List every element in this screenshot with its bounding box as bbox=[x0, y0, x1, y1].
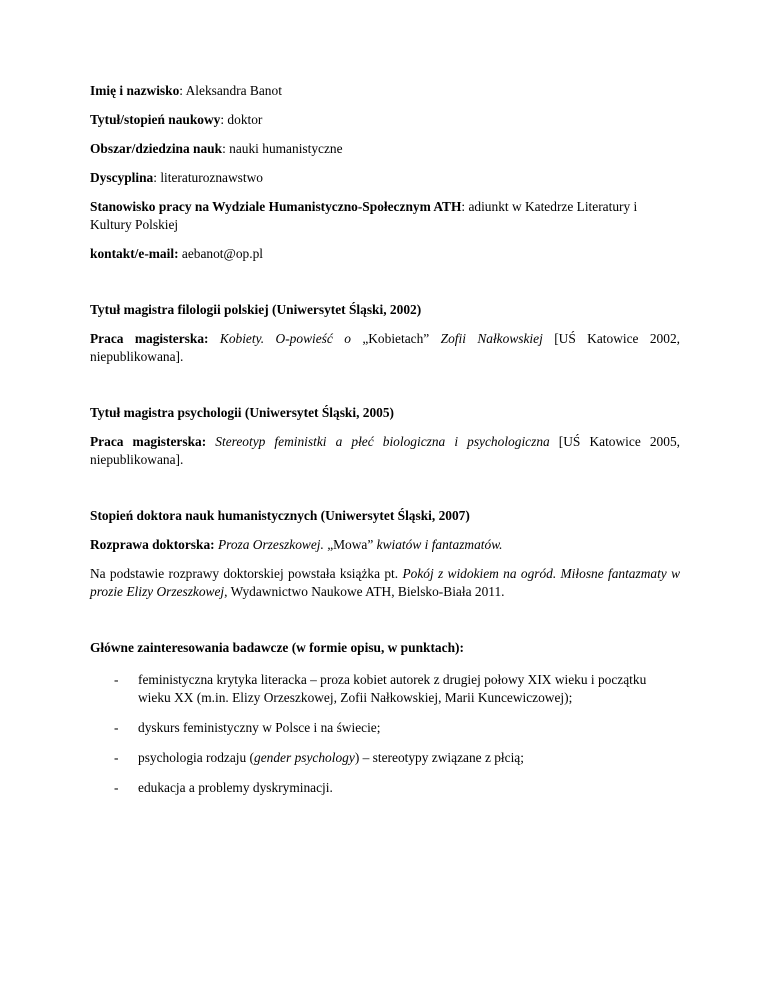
thesis-philology-label: Praca magisterska: bbox=[90, 331, 209, 346]
book-intro: Na podstawie rozprawy doktorskiej powstała książka pt. bbox=[90, 566, 403, 581]
position-value: : adiunkt w Katedrze Literatury i Kultury Polskiej bbox=[90, 199, 638, 232]
bullet-dash: - bbox=[114, 780, 119, 795]
interests-heading-text: Główne zainteresowania badawcze (w formie opisu, w punktach): bbox=[90, 640, 464, 655]
interests-heading bbox=[90, 639, 680, 657]
thesis-psychology-label: Praca magisterska: bbox=[90, 434, 207, 449]
interest-text-part1: psychologia rodzaju ( bbox=[138, 750, 255, 765]
contact-label: kontakt/e-mail: bbox=[90, 246, 179, 261]
thesis-philology bbox=[90, 330, 680, 366]
position-label: Stanowisko pracy na Wydziale Humanistyczno-Społecznym ATH bbox=[90, 199, 462, 214]
academic-title-value: : doktor bbox=[220, 112, 263, 127]
name-value: : Aleksandra Banot bbox=[179, 83, 282, 98]
book-publisher: , Wydawnictwo Naukowe ATH, Bielsko-Biała 2011. bbox=[224, 584, 505, 599]
degree-heading-psychology bbox=[90, 404, 680, 422]
science-area-label: Obszar/dziedzina nauk bbox=[90, 141, 223, 156]
degree-heading-philology-text: Tytuł magistra filologii polskiej (Uniwersytet Śląski, 2002) bbox=[90, 302, 422, 317]
thesis-psychology bbox=[90, 433, 680, 469]
list-item bbox=[90, 779, 680, 797]
thesis-doctorate bbox=[90, 536, 680, 554]
interest-text: dyskurs feministyczny w Polsce i na świecie; bbox=[138, 720, 381, 735]
list-item bbox=[90, 671, 680, 707]
contact-email: aebanot@op.pl bbox=[178, 246, 264, 261]
thesis-doctorate-label: Rozprawa doktorska: bbox=[90, 537, 215, 552]
discipline-value: : literaturoznawstwo bbox=[153, 170, 263, 185]
bullet-dash: - bbox=[114, 720, 119, 735]
discipline-line bbox=[90, 169, 680, 187]
bullet-dash: - bbox=[114, 750, 119, 765]
thesis-psychology-note: [UŚ Katowice 2005, niepublikowana]. bbox=[90, 434, 680, 467]
bullet-dash: - bbox=[114, 672, 119, 687]
name-line bbox=[90, 82, 680, 100]
degree-heading-philology bbox=[90, 301, 680, 319]
science-area-value: : nauki humanistyczne bbox=[222, 141, 343, 156]
degree-heading-psychology-text: Tytuł magistra psychologii (Uniwersytet Śląski, 2005) bbox=[90, 405, 395, 420]
discipline-label: Dyscyplina bbox=[90, 170, 154, 185]
interest-text: feministyczna krytyka literacka – proza kobiet autorek z drugiej połowy XIX wieku i początku wieku XX (m.in. Elizy Orzeszkowej, Zofii Nałkowskiej, Marii Kuncewiczowej); bbox=[138, 672, 647, 705]
degree-heading-doctorate bbox=[90, 507, 680, 525]
thesis-philology-quote: „Kobietach” bbox=[362, 331, 430, 346]
name-label: Imię i nazwisko bbox=[90, 83, 180, 98]
interests-list bbox=[90, 671, 680, 797]
science-area-line bbox=[90, 140, 680, 158]
degree-heading-doctorate-text: Stopień doktora nauk humanistycznych (Uniwersytet Śląski, 2007) bbox=[90, 508, 470, 523]
list-item bbox=[90, 719, 680, 737]
position-line bbox=[90, 198, 680, 234]
thesis-doctorate-title-part2: kwiatów i fantazmatów. bbox=[373, 537, 503, 552]
thesis-philology-title-part1: Kobiety. O-powieść o bbox=[208, 331, 363, 346]
book-info bbox=[90, 565, 680, 601]
document-page bbox=[90, 82, 680, 809]
thesis-doctorate-title-part1: Proza Orzeszkowej. bbox=[214, 537, 328, 552]
thesis-philology-note: [UŚ Katowice 2002, niepublikowana]. bbox=[90, 331, 680, 364]
book-title: Pokój z widokiem na ogród. Miłosne fantazmaty w prozie Elizy Orzeszkowej bbox=[90, 566, 680, 599]
thesis-psychology-title: Stereotyp feministki a płeć biologiczna i psychologiczna bbox=[206, 434, 550, 449]
thesis-philology-title-part2: Zofii Nałkowskiej bbox=[429, 331, 543, 346]
interest-text-part2: ) – stereotypy związane z płcią; bbox=[354, 750, 524, 765]
academic-title-label: Tytuł/stopień naukowy bbox=[90, 112, 221, 127]
academic-title-line bbox=[90, 111, 680, 129]
thesis-doctorate-quote: „Mowa” bbox=[327, 537, 374, 552]
interest-text-italic: gender psychology bbox=[254, 750, 355, 765]
contact-line bbox=[90, 245, 680, 263]
interest-text: edukacja a problemy dyskryminacji. bbox=[138, 780, 333, 795]
list-item bbox=[90, 749, 680, 767]
